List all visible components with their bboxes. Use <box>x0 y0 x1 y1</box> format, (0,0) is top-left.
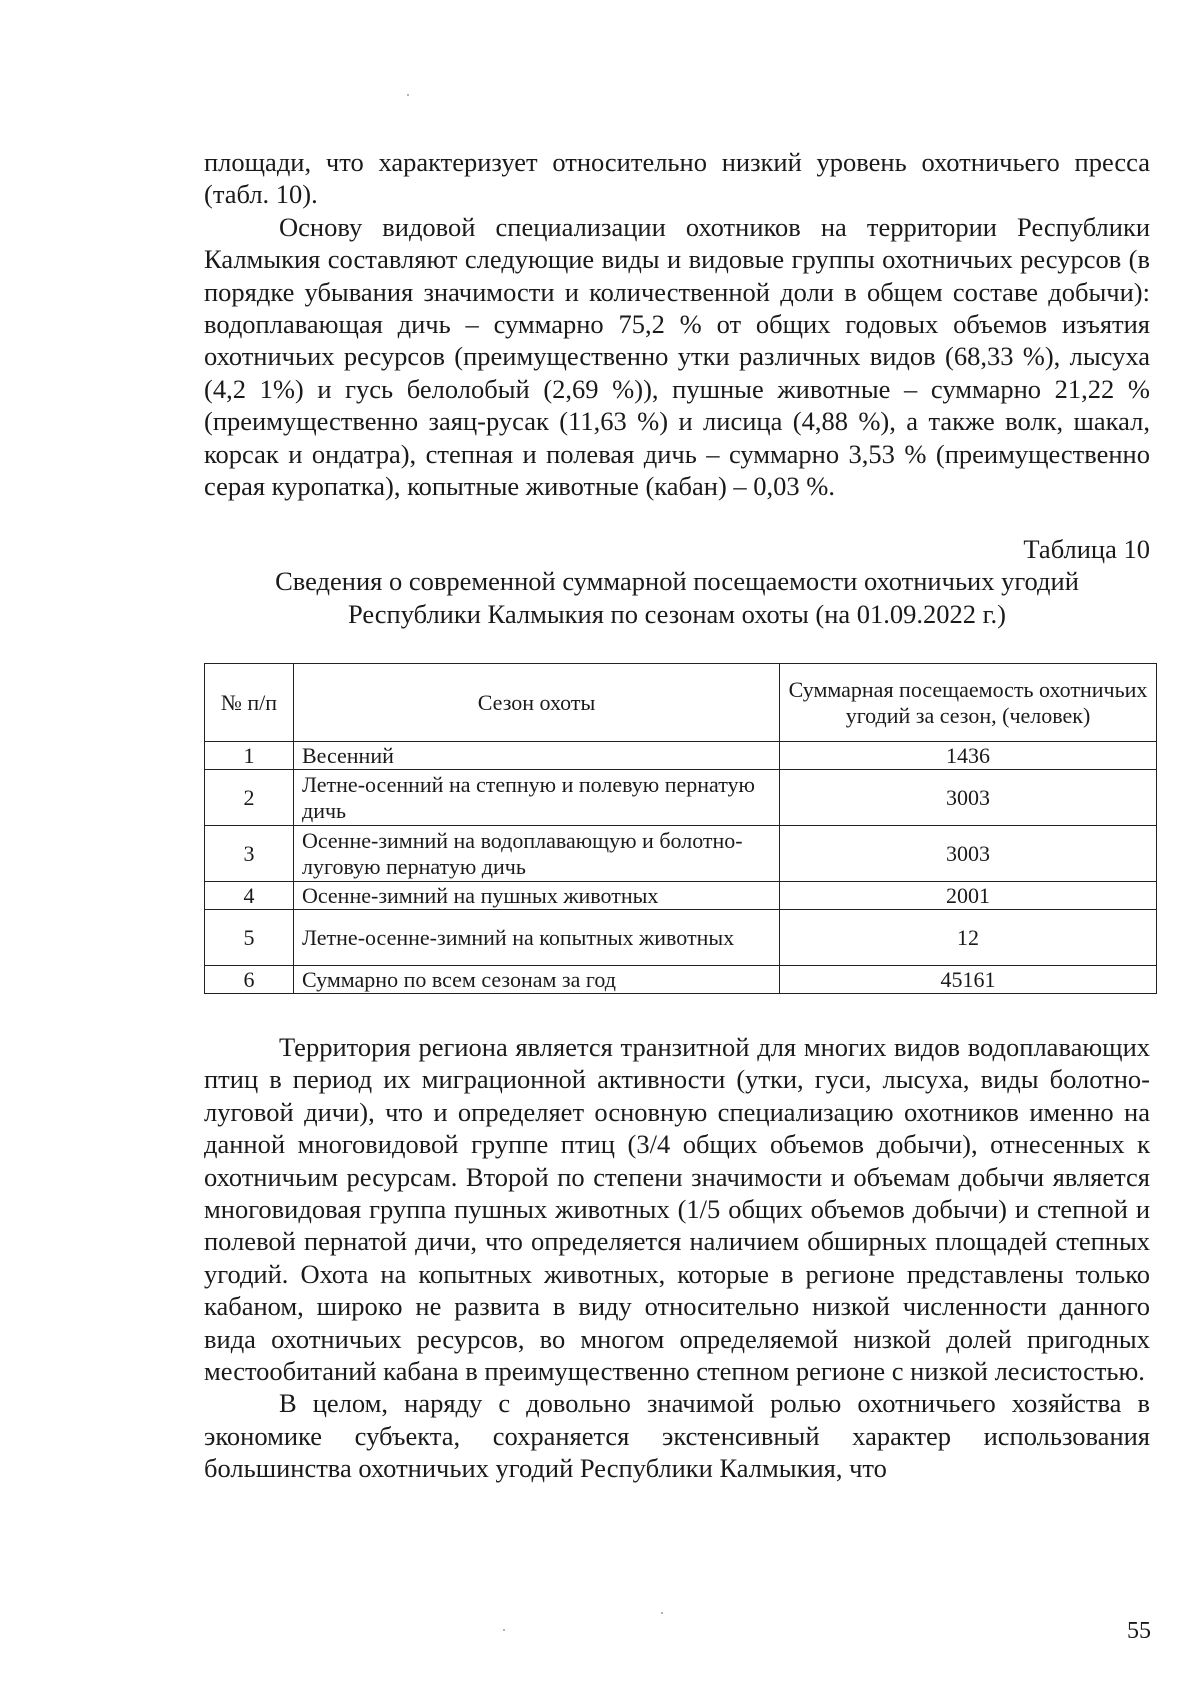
row-number: 3 <box>205 826 294 882</box>
top-text <box>204 146 1150 502</box>
row-season: Осенне-зимний на пушных животных <box>294 882 780 910</box>
row-number: 6 <box>205 966 294 994</box>
row-season: Весенний <box>294 742 780 770</box>
paragraph-continuation: площади, что характеризует относительно низкий уровень охотничьего пресса (табл. 10). <box>204 147 1150 210</box>
header-season: Сезон охоты <box>294 664 780 742</box>
row-number: 4 <box>205 882 294 910</box>
table-row <box>205 742 1157 770</box>
row-total: 1436 <box>780 742 1157 770</box>
hunting-season-table <box>204 663 1157 994</box>
row-season: Летне-осенне-зимний на копытных животных <box>294 910 780 966</box>
table-row <box>205 770 1157 826</box>
header-total: Суммарная посещаемость охотничьих угодий за сезон, (человек) <box>780 664 1157 742</box>
table-row <box>205 882 1157 910</box>
row-season: Осенне-зимний на водоплавающую и болотно-луговую пернатую дичь <box>294 826 780 882</box>
row-total: 12 <box>780 910 1157 966</box>
row-total: 3003 <box>780 770 1157 826</box>
scan-speck <box>503 1629 505 1631</box>
table-row <box>205 826 1157 882</box>
paragraph-conclusion: В целом, наряду с довольно значимой ролью охотничьего хозяйства в экономике субъекта, сохраняется экстенсивный характер использования большинства охотничьих угодий Республики Калмыкия, что <box>204 1388 1150 1484</box>
row-number: 1 <box>205 742 294 770</box>
row-season: Суммарно по всем сезонам за год <box>294 966 780 994</box>
row-number: 2 <box>205 770 294 826</box>
bottom-text <box>204 1031 1150 1485</box>
table-caption <box>204 565 1150 631</box>
row-total: 3003 <box>780 826 1157 882</box>
row-total: 45161 <box>780 966 1157 994</box>
row-total: 2001 <box>780 882 1157 910</box>
table-caption-line-2: Республики Калмыкия по сезонам охоты (на 01.09.2022 г.) <box>347 599 1007 629</box>
scan-speck <box>661 1612 663 1614</box>
row-season: Летне-осенний на степную и полевую пернатую дичь <box>294 770 780 826</box>
table-label: Таблица 10 <box>1023 534 1150 564</box>
scan-speck <box>407 94 409 96</box>
paragraph-region-transit: Территория региона является транзитной для многих видов водоплавающих птиц в период их миграционной активности (утки, гуси, лысуха, виды болотно-луговой дичи), что и определяет основную специализацию охотников именно на данной многовидовой группе птиц (3/4 общих объемов добычи), отнесенных к охотничьим ресурсам. Второй по степени значимости и объемам добычи является многовидовая группа пушных животных (1/5 общих объемов добычи) и степной и полевой пернатой дичи, что определяется наличием обширных площадей степных угодий. Охота на копытных животных, которые в регионе представлены только кабаном, широко не развита в виду относительно низкой численности данного вида охотничьих ресурсов, во многом определяемой низкой долей пригодных местообитаний кабана в преимущественно степном регионе с низкой лесистостью. <box>204 1032 1150 1387</box>
header-number: № п/п <box>205 664 294 742</box>
table-row <box>205 910 1157 966</box>
page-number: 55 <box>1127 1618 1151 1644</box>
table-header-row <box>205 664 1157 742</box>
table-caption-line-1: Сведения о современной суммарной посещаемости охотничьих угодий <box>275 566 1079 596</box>
paragraph-species-specialization: Основу видовой специализации охотников на территории Республики Калмыкия составляют следующие виды и видовые группы охотничьих ресурсов (в порядке убывания значимости и количественной доли в общем составе добычи): водоплавающая дичь – суммарно 75,2 % от общих годовых объемов изъятия охотничьих ресурсов (преимущественно утки различных видов (68,33 %), лысуха (4,2 1%) и гусь белолобый (2,69 %)), пушные животные – суммарно 21,22 % (преимущественно заяц-русак (11,63 %) и лисица (4,88 %), а также волк, шакал, корсак и ондатра), степная и полевая дичь – суммарно 3,53 % (преимущественно серая куропатка), копытные животные (кабан) – 0,03 %. <box>204 211 1150 502</box>
table-row <box>205 966 1157 994</box>
row-number: 5 <box>205 910 294 966</box>
